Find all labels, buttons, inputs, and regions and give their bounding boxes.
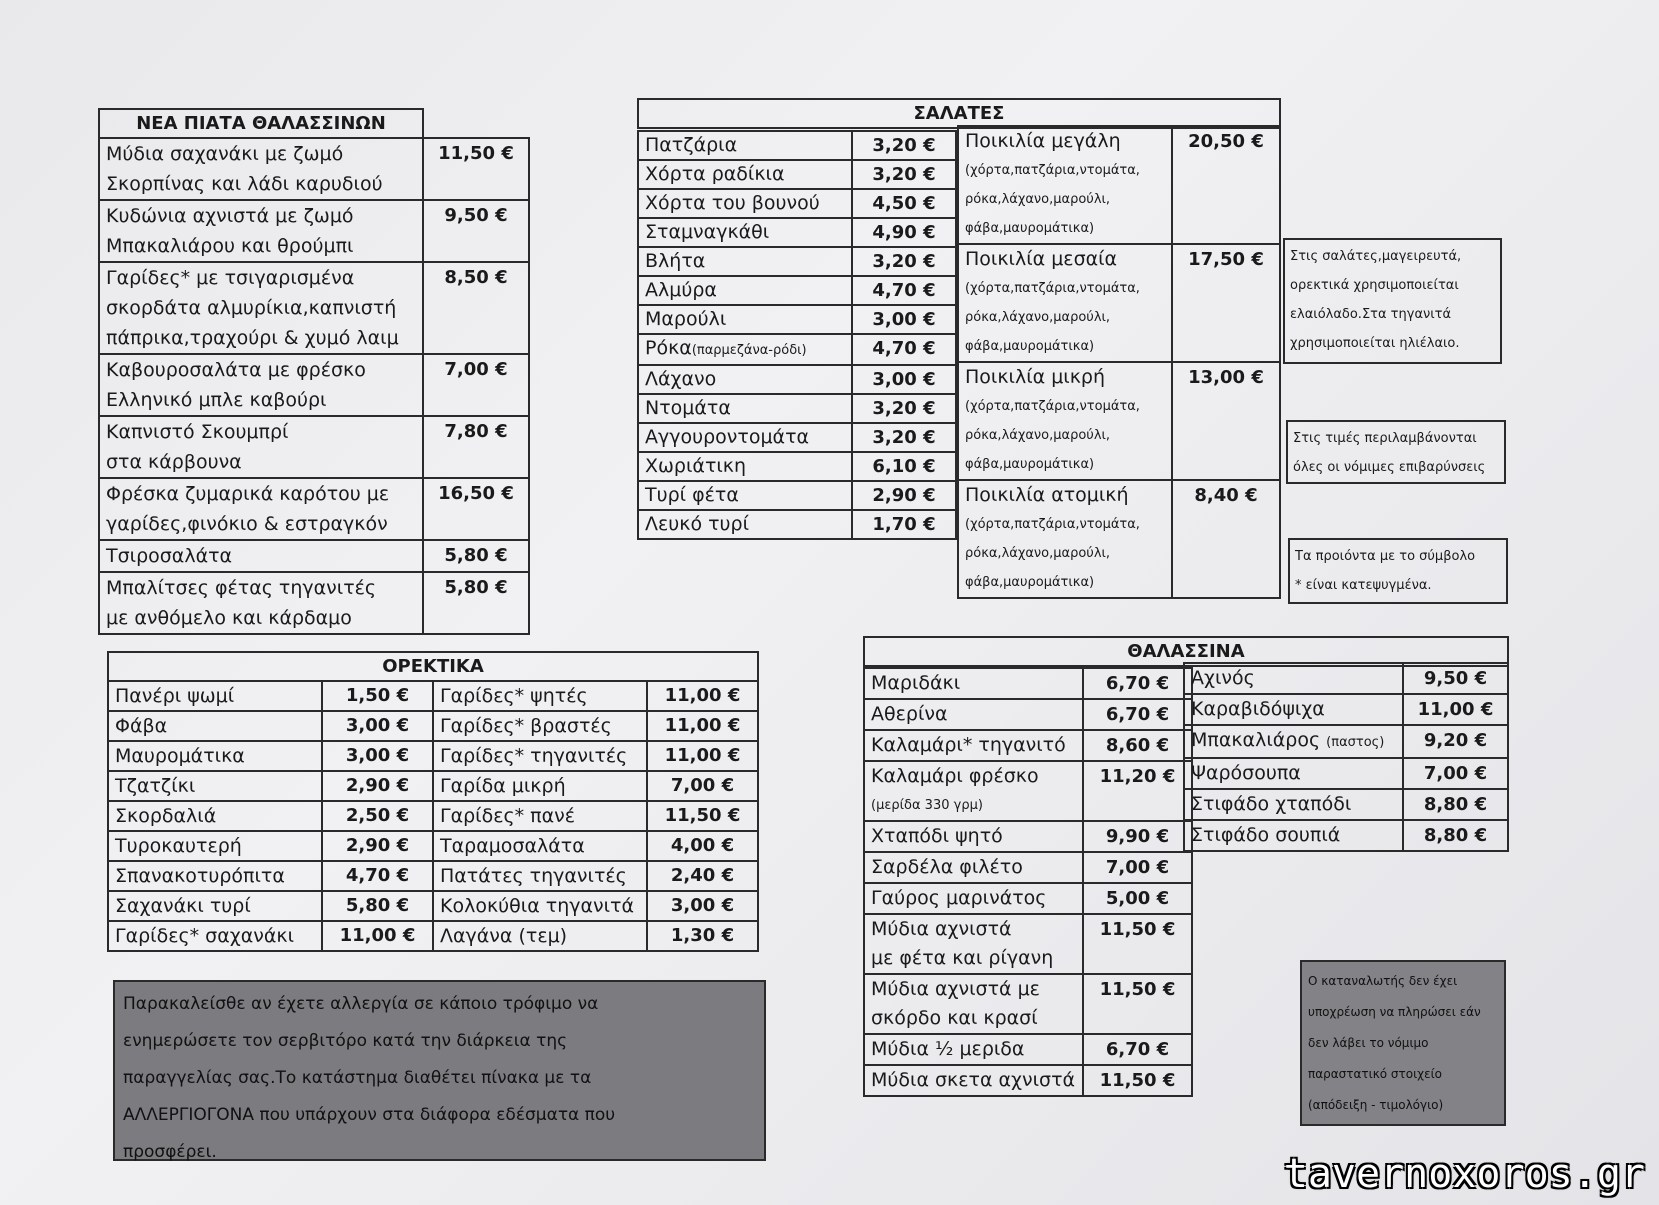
salad-price: 3,20 €: [852, 160, 956, 189]
appetizer-price: 1,50 €: [322, 681, 433, 711]
seafood-price: 8,80 €: [1403, 820, 1508, 851]
salads-title: ΣΑΛΑΤΕΣ: [638, 99, 1280, 128]
seafood-sub: σκόρδο και κρασί: [871, 1007, 1038, 1029]
table-row: [1184, 789, 1508, 820]
dish-name: [99, 138, 423, 200]
dish-name: [99, 262, 423, 354]
seafood-name: [864, 914, 1083, 974]
seafood-name: [1184, 725, 1403, 758]
dish-line: με ανθόμελο και κάρδαμο: [106, 607, 352, 629]
dish-line: Καβουροσαλάτα με φρέσκο: [106, 359, 366, 381]
salad-price: 3,20 €: [852, 131, 956, 160]
salad-price: 3,20 €: [852, 423, 956, 452]
table-row: [864, 821, 1192, 852]
salad-label: Χόρτα ραδίκια: [645, 163, 785, 185]
table-row: [1184, 725, 1508, 758]
seafood-name: [864, 974, 1083, 1034]
oil-note: Στις σαλάτες,μαγειρευτά, ορεκτικά χρησιμοποιείται ελαιόλαδο.Στα τηγανιτά χρησιμοποιείται ηλιέλαιο.: [1283, 238, 1502, 364]
table-row: [108, 741, 758, 771]
platter-line: ρόκα,λάχανο,μαρούλι,: [965, 428, 1111, 443]
seafood-price: 8,80 €: [1403, 789, 1508, 820]
seafood-price: 11,50 €: [1083, 1065, 1192, 1096]
seafood-title: ΘΑΛΑΣΣΙΝΑ: [864, 637, 1508, 666]
dish-line: Κυδώνια αχνιστά με ζωμό: [106, 205, 354, 227]
frozen-note: Τα προιόντα με το σύμβολο * είναι κατεψυγμένα.: [1288, 538, 1508, 604]
platter-price: 20,50 €: [1172, 126, 1280, 244]
salad-name: [638, 394, 852, 423]
seafood-name: [864, 699, 1083, 730]
seafood-price: 6,70 €: [1083, 699, 1192, 730]
seafood-label: Καλαμάρι* τηγανιτό: [871, 734, 1066, 756]
dish-line: Μύδια σαχανάκι με ζωμό: [106, 143, 344, 165]
salads-list: [637, 130, 957, 540]
seafood-note: (παστος): [1326, 735, 1385, 750]
appetizers-title: ΟΡΕΚΤΙΚΑ: [108, 652, 758, 681]
salad-name: [638, 305, 852, 334]
table-row: [108, 801, 758, 831]
table-row: [108, 861, 758, 891]
appetizer-price: 4,70 €: [322, 861, 433, 891]
appetizer-price: 11,00 €: [647, 681, 758, 711]
salad-name: [638, 365, 852, 394]
salad-platters: [957, 125, 1281, 599]
seafood-name: [864, 852, 1083, 883]
salad-name: [638, 247, 852, 276]
seafood-label: Χταπόδι ψητό: [871, 825, 1003, 847]
table-row: [638, 394, 956, 423]
dish-name: [99, 416, 423, 478]
salad-price: 3,00 €: [852, 305, 956, 334]
platter-line: (χόρτα,πατζάρια,ντομάτα,: [965, 281, 1140, 296]
seafood-name: [864, 761, 1083, 821]
table-row: [638, 481, 956, 510]
salad-note: (παρμεζάνα-ρόδι): [691, 343, 807, 358]
appetizer-name: Γαρίδες* βραστές: [433, 711, 647, 741]
appetizer-price: 11,00 €: [647, 741, 758, 771]
seafood-price: 7,00 €: [1083, 852, 1192, 883]
seafood-name: [864, 1065, 1083, 1096]
salad-name: [638, 218, 852, 247]
watermark: tavernoxoros.gr: [1283, 1151, 1645, 1197]
dish-price: 7,80 €: [423, 416, 529, 478]
appetizer-name: Γαρίδα μικρή: [433, 771, 647, 801]
dish-line: Καπνιστό Σκουμπρί: [106, 421, 289, 443]
seafood-left: [863, 667, 1193, 1097]
dish-price: 9,50 €: [423, 200, 529, 262]
table-row: [638, 423, 956, 452]
seafood-right: [1183, 662, 1509, 852]
seafood-name: [864, 730, 1083, 761]
table-row: [638, 276, 956, 305]
table-row: [108, 921, 758, 951]
seafood-label: Μύδια σκετα αχνιστά: [871, 1069, 1076, 1091]
seafood-label: Ψαρόσουπα: [1191, 762, 1301, 784]
seafood-name: [1184, 694, 1403, 725]
table-row: [99, 540, 529, 572]
appetizer-price: 7,00 €: [647, 771, 758, 801]
appetizer-name: Πανέρι ψωμί: [108, 681, 322, 711]
seafood-price: 7,00 €: [1403, 758, 1508, 789]
salad-name: [638, 189, 852, 218]
seafood-price: 11,50 €: [1083, 914, 1192, 974]
seafood-name: [1184, 758, 1403, 789]
salad-label: Λάχανο: [645, 368, 717, 390]
appetizer-name: Μαυρομάτικα: [108, 741, 322, 771]
platter-line: φάβα,μαυρομάτικα): [965, 221, 1095, 236]
table-row: [958, 362, 1280, 480]
appetizer-name: Κολοκύθια τηγανιτά: [433, 891, 647, 921]
platter-name: [958, 126, 1172, 244]
seafood-name: [1184, 820, 1403, 851]
appetizer-name: Σπανακοτυρόπιτα: [108, 861, 322, 891]
seafood-label: Μπακαλιάρος: [1191, 729, 1321, 751]
appetizer-name: Τζατζίκι: [108, 771, 322, 801]
dish-price: 16,50 €: [423, 478, 529, 540]
table-row: [99, 354, 529, 416]
dish-name: [99, 572, 423, 634]
salad-label: Αγγουροντομάτα: [645, 426, 810, 448]
appetizer-price: 2,40 €: [647, 861, 758, 891]
platter-price: 13,00 €: [1172, 362, 1280, 480]
appetizer-name: Γαρίδες* ψητές: [433, 681, 647, 711]
salad-name: [638, 481, 852, 510]
seafood-name: [1184, 663, 1403, 694]
receipt-notice: Ο καταναλωτής δεν έχει υποχρέωση να πληρώσει εάν δεν λάβει το νόμιμο παραστατικό στοιχείο (απόδειξη - τιμολόγιο): [1300, 960, 1506, 1126]
salad-price: 3,20 €: [852, 394, 956, 423]
dish-price: 5,80 €: [423, 540, 529, 572]
platter-line: ρόκα,λάχανο,μαρούλι,: [965, 546, 1111, 561]
seafood-sub: με φέτα και ρίγανη: [871, 947, 1054, 969]
table-row: [108, 891, 758, 921]
seafood-name: [864, 1034, 1083, 1065]
seafood-label: Μύδια αχνιστά με: [871, 978, 1040, 1000]
platter-line: (χόρτα,πατζάρια,ντομάτα,: [965, 399, 1140, 414]
appetizer-name: Σαχανάκι τυρί: [108, 891, 322, 921]
table-row: [638, 510, 956, 539]
table-row: [638, 247, 956, 276]
platter-line: (χόρτα,πατζάρια,ντομάτα,: [965, 517, 1140, 532]
taxes-note: Στις τιμές περιλαμβάνονται όλες οι νόμιμες επιβαρύνσεις: [1286, 420, 1506, 484]
dish-line: Ελληνικό μπλε καβούρι: [106, 389, 327, 411]
table-row: [99, 200, 529, 262]
table-row: [99, 262, 529, 354]
seafood-label: Μαριδάκι: [871, 672, 961, 694]
salad-name: [638, 131, 852, 160]
table-row: [864, 914, 1192, 974]
appetizer-name: Γαρίδες* σαχανάκι: [108, 921, 322, 951]
seafood-label: Καλαμάρι φρέσκο: [871, 765, 1039, 787]
salad-label: Λευκό τυρί: [645, 513, 750, 535]
appetizer-name: Φάβα: [108, 711, 322, 741]
table-row: [108, 831, 758, 861]
table-row: [864, 730, 1192, 761]
seafood-price: 11,00 €: [1403, 694, 1508, 725]
dish-line: Φρέσκα ζυμαρικά καρότου με: [106, 483, 390, 505]
seafood-price: 11,20 €: [1083, 761, 1192, 821]
table-row: [864, 852, 1192, 883]
salad-label: Χωριάτικη: [645, 455, 747, 477]
table-row: [1184, 663, 1508, 694]
salad-name: [638, 452, 852, 481]
seafood-price: 9,20 €: [1403, 725, 1508, 758]
salad-label: Μαρούλι: [645, 308, 727, 330]
salad-label: Σταμναγκάθι: [645, 221, 770, 243]
seafood-label: Στιφάδο χταπόδι: [1191, 793, 1352, 815]
appetizer-price: 2,50 €: [322, 801, 433, 831]
seafood-label: Σαρδέλα φιλέτο: [871, 856, 1023, 878]
table-row: [638, 452, 956, 481]
appetizer-price: 4,00 €: [647, 831, 758, 861]
allergy-notice: Παρακαλείσθε αν έχετε αλλεργία σε κάποιο τρόφιμο να ενημερώσετε τον σερβιτόρο κατά την διάρκεια της παραγγελίας σας.Το κατάστημα διαθέτει πίνακα με τα ΑΛΛΕΡΓΙΟΓΟΝΑ που υπάρχουν στα διάφορα εδέσματα που προσφέρει.: [113, 980, 766, 1161]
table-row: [108, 681, 758, 711]
table-row: [99, 478, 529, 540]
platter-title: Ποικιλία μεγάλη: [965, 130, 1121, 152]
platter-title: Ποικιλία μεσαία: [965, 248, 1118, 270]
dish-name: [99, 354, 423, 416]
seafood-name: [1184, 789, 1403, 820]
table-row: [864, 974, 1192, 1034]
dish-name: [99, 478, 423, 540]
appetizer-price: 3,00 €: [647, 891, 758, 921]
salad-price: 4,70 €: [852, 334, 956, 365]
salad-label: Βλήτα: [645, 250, 706, 272]
seafood-price: 11,50 €: [1083, 974, 1192, 1034]
salad-price: 4,90 €: [852, 218, 956, 247]
salad-label: Ρόκα: [645, 337, 692, 359]
seafood-sub: (μερίδα 330 γρμ): [871, 798, 983, 813]
salad-label: Τυρί φέτα: [645, 484, 739, 506]
salad-label: Αλμύρα: [645, 279, 717, 301]
salad-price: 4,70 €: [852, 276, 956, 305]
table-row: [108, 771, 758, 801]
seafood-label: Γαύρος μαρινάτος: [871, 887, 1047, 909]
dish-line: Σκορπίνας και λάδι καρυδιού: [106, 173, 383, 195]
salad-name: [638, 423, 852, 452]
seafood-name: [864, 883, 1083, 914]
dish-name: [99, 200, 423, 262]
appetizer-price: 3,00 €: [322, 741, 433, 771]
appetizer-price: 2,90 €: [322, 771, 433, 801]
appetizer-price: 2,90 €: [322, 831, 433, 861]
table-row: [99, 416, 529, 478]
table-row: [1184, 758, 1508, 789]
salad-price: 1,70 €: [852, 510, 956, 539]
table-row: [864, 668, 1192, 699]
dish-price: 8,50 €: [423, 262, 529, 354]
seafood-price: 9,50 €: [1403, 663, 1508, 694]
salad-name: [638, 160, 852, 189]
salad-label: Χόρτα του βουνού: [645, 192, 820, 214]
table-row: [1184, 694, 1508, 725]
salad-price: 2,90 €: [852, 481, 956, 510]
appetizer-name: Ταραμοσαλάτα: [433, 831, 647, 861]
table-row: [638, 189, 956, 218]
dish-price: 5,80 €: [423, 572, 529, 634]
platter-title: Ποικιλία ατομική: [965, 484, 1129, 506]
dish-line: Τσιροσαλάτα: [106, 545, 233, 567]
salad-name: [638, 510, 852, 539]
dish-line: Μπαλίτσες φέτας τηγανιτές: [106, 577, 377, 599]
seafood-price: 6,70 €: [1083, 668, 1192, 699]
table-row: [99, 572, 529, 634]
dish-line: Μπακαλιάρου και θρούμπι: [106, 235, 354, 257]
salad-label: Πατζάρια: [645, 134, 738, 156]
salad-price: 4,50 €: [852, 189, 956, 218]
salad-price: 6,10 €: [852, 452, 956, 481]
platter-title: Ποικιλία μικρή: [965, 366, 1106, 388]
dish-line: γαρίδες,φινόκιο & εστραγκόν: [106, 513, 388, 535]
platter-price: 17,50 €: [1172, 244, 1280, 362]
table-row: [864, 1065, 1192, 1096]
platter-line: ρόκα,λάχανο,μαρούλι,: [965, 192, 1111, 207]
seafood-price: 8,60 €: [1083, 730, 1192, 761]
appetizers-table: [107, 651, 759, 952]
platter-line: (χόρτα,πατζάρια,ντομάτα,: [965, 163, 1140, 178]
dish-line: στα κάρβουνα: [106, 451, 242, 473]
salad-name: [638, 276, 852, 305]
appetizer-price: 1,30 €: [647, 921, 758, 951]
platter-name: [958, 362, 1172, 480]
table-row: [864, 761, 1192, 821]
appetizer-price: 5,80 €: [322, 891, 433, 921]
table-row: [958, 244, 1280, 362]
seafood-label: Αθερίνα: [871, 703, 948, 725]
seafood-label: Μύδια ½ μεριδα: [871, 1038, 1025, 1060]
appetizer-name: Τυροκαυτερή: [108, 831, 322, 861]
table-row: [638, 305, 956, 334]
table-row: [638, 365, 956, 394]
dish-price: 11,50 €: [423, 138, 529, 200]
dish-line: σκορδάτα αλμυρίκια,καπνιστή: [106, 297, 397, 319]
table-row: [958, 126, 1280, 244]
new-seafood-title: ΝΕΑ ΠΙΑΤΑ ΘΑΛΑΣΣΙΝΩΝ: [99, 109, 423, 138]
seafood-name: [864, 821, 1083, 852]
table-row: [638, 218, 956, 247]
seafood-price: 5,00 €: [1083, 883, 1192, 914]
platter-line: φάβα,μαυρομάτικα): [965, 575, 1095, 590]
seafood-name: [864, 668, 1083, 699]
dish-price: 7,00 €: [423, 354, 529, 416]
salad-price: 3,00 €: [852, 365, 956, 394]
table-row: [958, 480, 1280, 598]
appetizer-price: 3,00 €: [322, 711, 433, 741]
seafood-price: 9,90 €: [1083, 821, 1192, 852]
table-row: [1184, 820, 1508, 851]
seafood-label: Καραβιδόψιχα: [1191, 698, 1325, 720]
platter-name: [958, 244, 1172, 362]
table-row: [99, 138, 529, 200]
dish-name: [99, 540, 423, 572]
table-row: [108, 711, 758, 741]
seafood-label: Αχινός: [1191, 667, 1255, 689]
platter-line: φάβα,μαυρομάτικα): [965, 339, 1095, 354]
platter-price: 8,40 €: [1172, 480, 1280, 598]
seafood-label: Στιφάδο σουπιά: [1191, 824, 1341, 846]
salad-name: [638, 334, 852, 365]
salad-price: 3,20 €: [852, 247, 956, 276]
table-row: [638, 160, 956, 189]
appetizer-name: Λαγάνα (τεμ): [433, 921, 647, 951]
table-row: [864, 1034, 1192, 1065]
appetizer-price: 11,00 €: [647, 711, 758, 741]
dish-line: πάπρικα,τραχούρι & χυμό λαιμ: [106, 327, 399, 349]
appetizer-price: 11,00 €: [322, 921, 433, 951]
table-row: [638, 131, 956, 160]
salad-label: Ντομάτα: [645, 397, 731, 419]
seafood-price: 6,70 €: [1083, 1034, 1192, 1065]
appetizer-name: Σκορδαλιά: [108, 801, 322, 831]
appetizer-price: 11,50 €: [647, 801, 758, 831]
table-row: [864, 699, 1192, 730]
appetizer-name: Γαρίδες* τηγανιτές: [433, 741, 647, 771]
table-row: [864, 883, 1192, 914]
table-row: [638, 334, 956, 365]
seafood-label: Μύδια αχνιστά: [871, 918, 1012, 940]
appetizer-name: Πατάτες τηγανιτές: [433, 861, 647, 891]
dish-line: Γαρίδες* με τσιγαρισμένα: [106, 267, 355, 289]
appetizer-name: Γαρίδες* πανέ: [433, 801, 647, 831]
new-seafood-table: [98, 108, 530, 635]
platter-name: [958, 480, 1172, 598]
platter-line: ρόκα,λάχανο,μαρούλι,: [965, 310, 1111, 325]
platter-line: φάβα,μαυρομάτικα): [965, 457, 1095, 472]
